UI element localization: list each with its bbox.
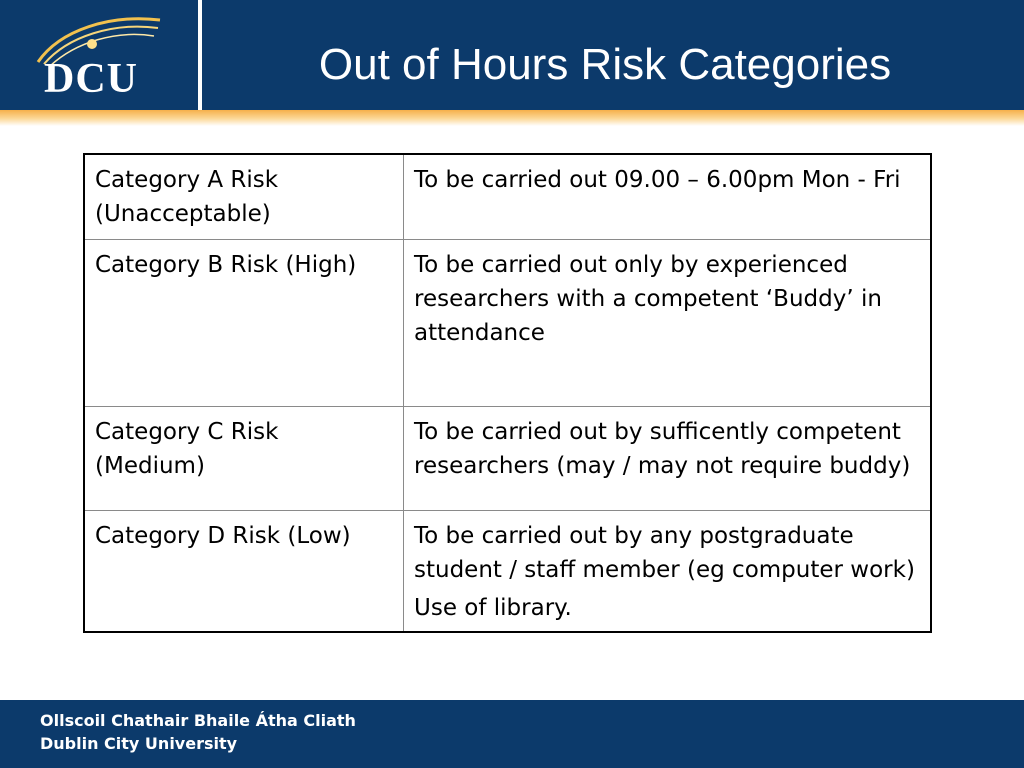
description-text: To be carried out by any postgraduate student / staff member (eg computer work) xyxy=(414,523,915,583)
description-cell: To be carried out only by experienced researchers with a competent ‘Buddy’ in attendance xyxy=(404,240,932,407)
footer-irish-name: Ollscoil Chathair Bhaile Átha Cliath xyxy=(40,711,356,730)
description-cell xyxy=(404,511,932,633)
description-extra: Use of library. xyxy=(414,595,572,621)
description-cell: To be carried out 09.00 – 6.00pm Mon - Fri xyxy=(404,154,932,240)
table-row xyxy=(84,407,931,511)
category-cell: Category B Risk (High) xyxy=(84,240,404,407)
logo-text: DCU xyxy=(44,56,138,102)
logo-divider xyxy=(198,0,202,110)
footer-english-name: Dublin City University xyxy=(40,734,238,753)
table-row xyxy=(84,154,931,240)
description-cell: To be carried out by sufficently competent researchers (may / may not require buddy) xyxy=(404,407,932,511)
category-cell: Category D Risk (Low) xyxy=(84,511,404,633)
category-cell: Category C Risk (Medium) xyxy=(84,407,404,511)
category-cell: Category A Risk (Unacceptable) xyxy=(84,154,404,240)
table-row xyxy=(84,511,931,633)
risk-table xyxy=(83,153,932,633)
page-title: Out of Hours Risk Categories xyxy=(318,40,892,89)
footer-bar xyxy=(0,700,1024,768)
table-row xyxy=(84,240,931,407)
accent-band xyxy=(0,110,1024,126)
header-bar xyxy=(0,0,1024,110)
logo xyxy=(0,0,196,110)
